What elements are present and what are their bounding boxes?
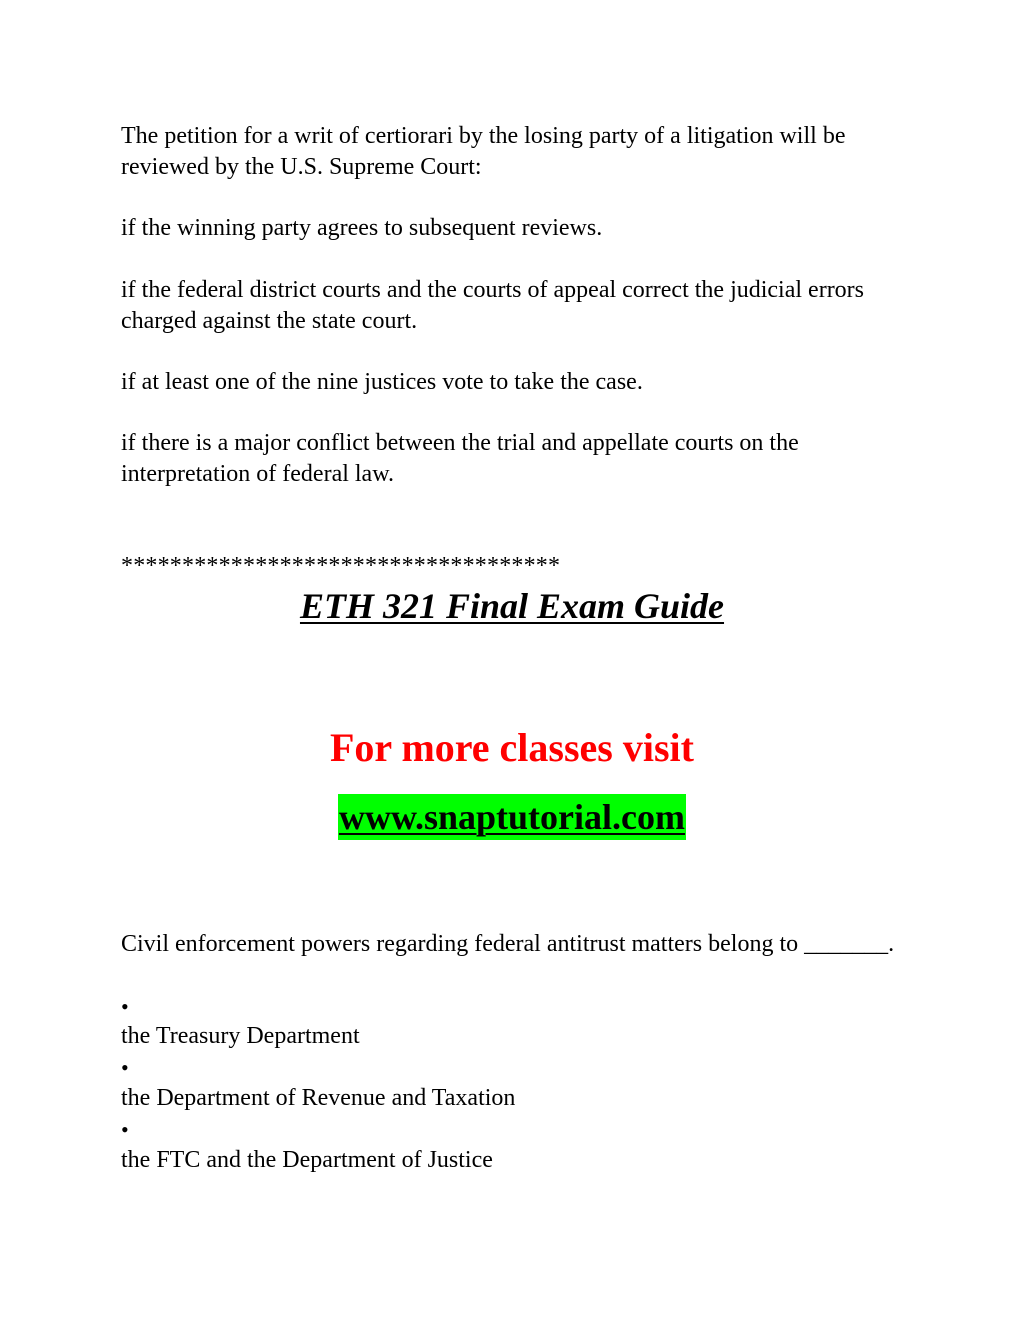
question-2-option-3: the FTC and the Department of Justice [121, 1147, 493, 1173]
promo-link-container [0, 794, 1024, 840]
guide-title: ETH 321 Final Exam Guide [299, 586, 725, 626]
question-1-option-1: if the winning party agrees to subsequent reviews. [121, 215, 603, 241]
question-2-prompt: Civil enforcement powers regarding federal antitrust matters belong to _______. [121, 931, 895, 957]
bullet-icon: • [121, 994, 129, 1019]
bullet-icon: • [121, 1055, 129, 1080]
question-1-option-3: if at least one of the nine justices vote to take the case. [121, 369, 643, 395]
bullet-icon: • [121, 1117, 129, 1142]
question-2-option-1: the Treasury Department [121, 1023, 360, 1049]
question-1-option-4: if there is a major conflict between the trial and appellate courts on the interpretation of federal law. [121, 430, 799, 487]
question-2-option-2: the Department of Revenue and Taxation [121, 1085, 516, 1111]
question-1-option-2: if the federal district courts and the courts of appeal correct the judicial errors charged against the state court. [121, 277, 865, 334]
separator-stars: ************************************ [121, 553, 561, 579]
promo-link[interactable]: www.snaptutorial.com [338, 794, 686, 840]
question-1-prompt: The petition for a writ of certiorari by the losing party of a litigation will be reviewed by the U.S. Supreme Court: [121, 123, 846, 180]
promo-visit-text: For more classes visit [329, 725, 694, 770]
